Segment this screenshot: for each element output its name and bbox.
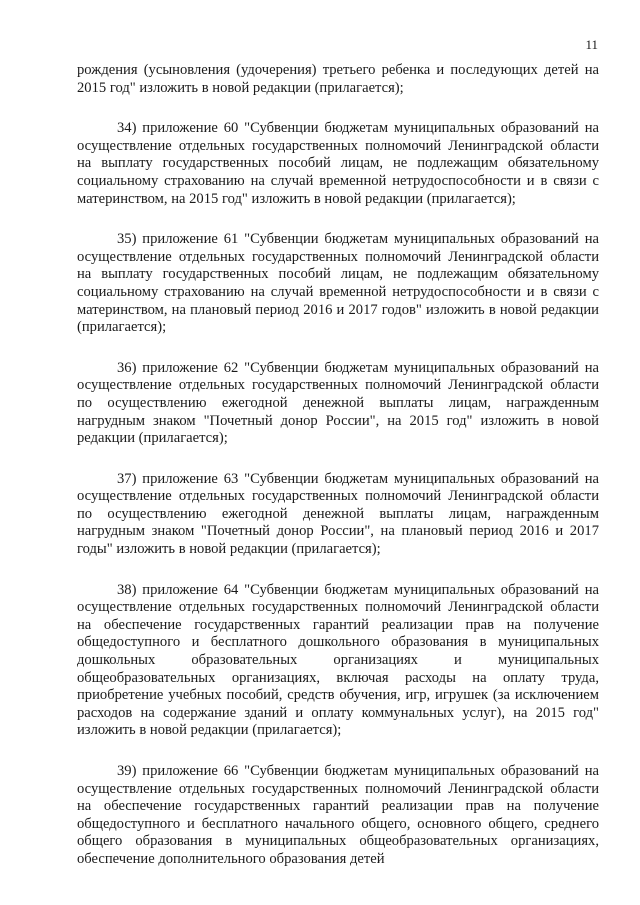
document-body: [77, 62, 599, 892]
paragraph-item-39: 39) приложение 66 "Субвенции бюджетам муниципальных образований на осуществление отдельных государственных полномочий Ленинградской области на обеспечение государственных гарантий реализации прав на получение общедоступного и бесплатного начального общего, основного общего, среднего общего образования в муниципальных общеобразовательных организациях, обеспечение дополнительного образования детей: [77, 763, 599, 867]
paragraph-item-35: 35) приложение 61 "Субвенции бюджетам муниципальных образований на осуществление отдельных государственных полномочий Ленинградской области на выплату государственных пособий лицам, не подлежащим обязательному социальному страхованию на случай временной нетрудоспособности и в связи с материнством, на плановый период 2016 и 2017 годов" изложить в новой редакции (прилагается);: [77, 231, 599, 336]
paragraph-item-37: 37) приложение 63 "Субвенции бюджетам муниципальных образований на осуществление отдельных государственных полномочий Ленинградской области по осуществлению ежегодной денежной выплаты лицам, награжденным нагрудным знаком "Почетный донор России", на плановый период 2016 и 2017 годы" изложить в новой редакции (прилагается);: [77, 470, 599, 558]
paragraph-item-34: 34) приложение 60 "Субвенции бюджетам муниципальных образований на осуществление отдельных государственных полномочий Ленинградской области на выплату государственных пособий лицам, не подлежащим обязательному социальному страхованию на случай временной нетрудоспособности и в связи с материнством, на 2015 год" изложить в новой редакции (прилагается);: [77, 120, 599, 207]
paragraph-continuation: рождения (усыновления (удочерения) третьего ребенка и последующих детей на 2015 год" изложить в новой редакции (прилагается);: [77, 62, 599, 96]
paragraph-item-36: 36) приложение 62 "Субвенции бюджетам муниципальных образований на осуществление отдельных государственных полномочий Ленинградской области по осуществлению ежегодной денежной выплаты лицам, награжденным нагрудным знаком "Почетный донор России", на 2015 год" изложить в новой редакции (прилагается);: [77, 359, 599, 447]
paragraph-item-38: 38) приложение 64 "Субвенции бюджетам муниципальных образований на осуществление отдельных государственных полномочий Ленинградской области на обеспечение государственных гарантий реализации прав на получение общедоступного и бесплатного дошкольного образования в муниципальных дошкольных образовательных организациях и муниципальных общеобразовательных организациях, включая расходы на оплату труда, приобретение учебных пособий, средств обучения, игр, игрушек (за исключением расходов на содержание зданий и оплату коммунальных услуг), на 2015 год" изложить в новой редакции (прилагается);: [77, 581, 599, 739]
page-number: 11: [585, 37, 598, 52]
